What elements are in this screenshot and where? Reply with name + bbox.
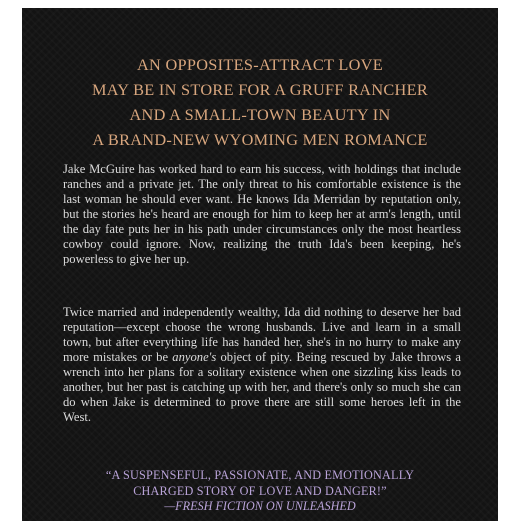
blurb-paragraph-1: Jake McGuire has worked hard to earn his success, with holdings that include ranches and a private jet. The only threat to his comfortable existence is the last woman he should ever want. He knows Ida Merridan by reputation only, but the stories he's heard are enough for him to keep her at arm's length, until the day fate puts her in his path under circumstances only the most heartless cowboy could ignore. Now, realizing the truth Ida's been keeping, he's powerless to give her up. [63, 162, 461, 267]
blurb-paragraph-2-emphasis: anyone's [172, 350, 217, 365]
blurb-paragraph-2-text-end: object of pity. Being rescued by Jake throws a wrench into her plans for a solitary existence when one sizzling kiss leads to another, but her past is catching up with her, and there's only so much she can do when Jake is determined to prove there are still some heroes left in the West. [63, 350, 462, 425]
blurb-paragraph-2-text-start: Twice married and independently wealthy, Ida did nothing to deserve her bad reputation—except choose the wrong husbands. Live and learn in a small town, but after everything life has handed her, she's in no hurry to make any more mistakes or be [63, 305, 461, 365]
review-source-title: UNLEASHED [285, 499, 356, 513]
review-quote-line-1: “A SUSPENSEFUL, PASSIONATE, AND EMOTIONALLY [105, 468, 415, 482]
tagline [22, 52, 498, 152]
review-quote-line-2: CHARGED STORY OF LOVE AND DANGER!” [133, 483, 387, 498]
blurb-paragraph-2 [63, 305, 461, 425]
book-back-cover [22, 8, 498, 521]
review-source-prefix: —FRESH FICTION ON [164, 499, 286, 513]
tagline-line-2: MAY BE IN STORE FOR A GRUFF RANCHER [91, 80, 429, 99]
review-source [22, 499, 498, 515]
tagline-line-3: AND A SMALL-TOWN BEAUTY IN [129, 105, 391, 124]
tagline-line-1: AN OPPOSITES-ATTRACT LOVE [136, 55, 383, 74]
review-quote [22, 468, 498, 515]
tagline-line-4: A BRAND-NEW WYOMING MEN ROMANCE [92, 130, 428, 149]
